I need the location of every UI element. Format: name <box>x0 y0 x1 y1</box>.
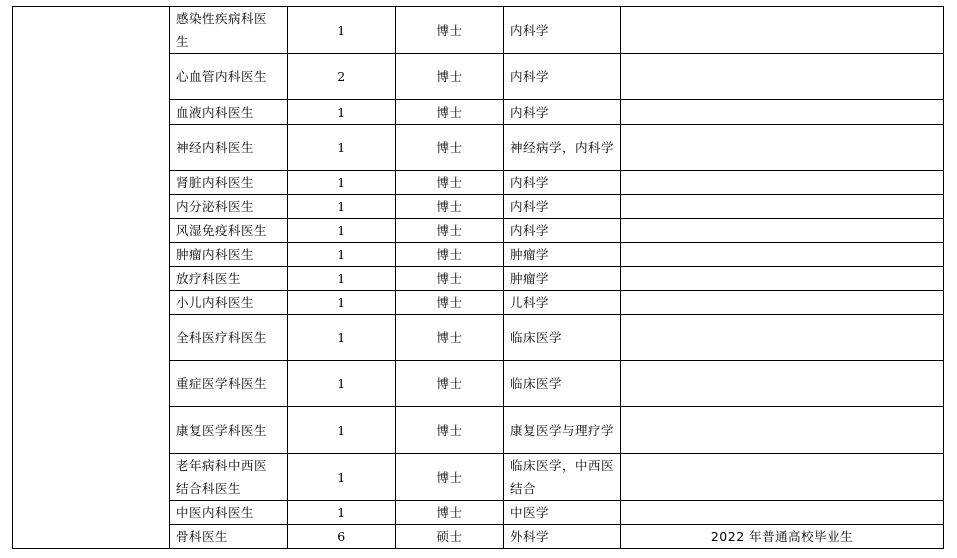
position-cell-text: 血液内科医生 <box>176 104 255 120</box>
major-cell <box>504 315 621 361</box>
other-requirements-cell <box>621 267 944 291</box>
major-cell <box>504 267 621 291</box>
count-cell <box>288 195 396 219</box>
degree-cell-text: 博士 <box>436 104 463 120</box>
major-cell <box>504 100 621 125</box>
major-cell-text: 肿瘤学 <box>510 247 550 262</box>
position-cell-text: 肾脏内科医生 <box>176 175 255 190</box>
count-cell <box>288 100 396 125</box>
position-cell <box>170 525 288 549</box>
position-cell-text: 全科医疗科医生 <box>176 330 268 345</box>
count-cell-text: 1 <box>337 223 346 238</box>
major-cell-text: 神经病学，内科学 <box>510 140 615 155</box>
count-cell <box>288 315 396 361</box>
count-cell <box>288 501 396 525</box>
count-cell-text: 1 <box>337 330 346 345</box>
count-cell-text: 1 <box>337 104 346 120</box>
degree-cell-text: 博士 <box>436 422 463 438</box>
major-cell-text: 内科学 <box>510 104 550 120</box>
position-cell-text: 心血管内科医生 <box>176 69 268 84</box>
major-cell-text: 肿瘤学 <box>510 271 550 286</box>
degree-cell <box>396 171 504 195</box>
position-cell <box>170 407 288 454</box>
other-requirements-cell <box>621 315 944 361</box>
major-cell <box>504 525 621 549</box>
major-cell <box>504 291 621 315</box>
degree-cell-text: 博士 <box>436 175 463 190</box>
major-cell <box>504 125 621 171</box>
position-cell <box>170 454 288 501</box>
position-cell-text: 内分泌科医生 <box>176 199 255 214</box>
degree-cell <box>396 125 504 171</box>
position-cell <box>170 100 288 125</box>
count-cell <box>288 267 396 291</box>
position-cell <box>170 267 288 291</box>
position-cell <box>170 171 288 195</box>
major-cell-text: 儿科学 <box>510 295 550 310</box>
position-cell-text: 重症医学科医生 <box>176 376 268 391</box>
degree-cell-text: 博士 <box>436 223 463 238</box>
other-requirements-cell <box>621 195 944 219</box>
major-cell-text: 外科学 <box>510 529 550 544</box>
degree-cell-text: 硕士 <box>436 529 463 544</box>
table-row <box>13 7 944 54</box>
degree-cell <box>396 7 504 54</box>
other-requirements-cell <box>621 7 944 54</box>
position-cell <box>170 125 288 171</box>
other-requirements-cell <box>621 243 944 267</box>
merged-category-cell <box>13 7 170 549</box>
degree-cell-text: 博士 <box>436 505 463 520</box>
count-cell-text: 1 <box>337 22 346 38</box>
major-cell <box>504 54 621 100</box>
other-requirements-cell <box>621 219 944 243</box>
degree-cell-text: 博士 <box>436 69 463 84</box>
count-cell-text: 1 <box>337 140 346 155</box>
count-cell-text: 1 <box>337 247 346 262</box>
position-cell <box>170 315 288 361</box>
major-cell-text: 康复医学与理疗学 <box>510 422 615 438</box>
other-requirements-cell <box>621 171 944 195</box>
position-cell-text: 风湿免疫科医生 <box>176 223 268 238</box>
degree-cell <box>396 100 504 125</box>
major-cell <box>504 219 621 243</box>
other-requirements-cell <box>621 361 944 407</box>
other-requirements-cell <box>621 125 944 171</box>
count-cell <box>288 54 396 100</box>
degree-cell <box>396 501 504 525</box>
count-cell-text: 1 <box>337 199 346 214</box>
major-cell-text: 内科学 <box>510 175 550 190</box>
position-cell <box>170 291 288 315</box>
count-cell-text: 1 <box>337 422 346 438</box>
major-cell <box>504 7 621 54</box>
degree-cell-text: 博士 <box>436 140 463 155</box>
major-cell-text: 内科学 <box>510 22 550 38</box>
degree-cell-text: 博士 <box>436 469 463 485</box>
other-requirements-cell-text: 2022 年普通高校毕业生 <box>710 529 854 544</box>
position-cell <box>170 7 288 54</box>
position-cell-text: 老年病科中西医结合科医生 <box>176 458 268 496</box>
degree-cell-text: 博士 <box>436 295 463 310</box>
degree-cell <box>396 54 504 100</box>
position-cell <box>170 219 288 243</box>
major-cell-text: 临床医学 <box>510 330 563 345</box>
major-cell <box>504 501 621 525</box>
count-cell <box>288 7 396 54</box>
position-cell <box>170 54 288 100</box>
other-requirements-cell <box>621 525 944 549</box>
count-cell-text: 1 <box>337 376 346 391</box>
major-cell <box>504 171 621 195</box>
major-cell <box>504 243 621 267</box>
count-cell-text: 2 <box>337 69 346 84</box>
other-requirements-cell <box>621 501 944 525</box>
position-cell <box>170 195 288 219</box>
degree-cell <box>396 525 504 549</box>
count-cell <box>288 361 396 407</box>
major-cell-text: 临床医学，中西医结合 <box>510 458 615 496</box>
major-cell-text: 临床医学 <box>510 376 563 391</box>
count-cell <box>288 454 396 501</box>
position-cell-text: 神经内科医生 <box>176 140 255 155</box>
major-cell-text: 内科学 <box>510 223 550 238</box>
other-requirements-cell <box>621 100 944 125</box>
count-cell-text: 1 <box>337 175 346 190</box>
count-cell <box>288 243 396 267</box>
degree-cell-text: 博士 <box>436 330 463 345</box>
position-cell-text: 肿瘤内科医生 <box>176 247 255 262</box>
count-cell <box>288 407 396 454</box>
position-cell <box>170 361 288 407</box>
degree-cell-text: 博士 <box>436 22 463 38</box>
degree-cell <box>396 315 504 361</box>
degree-cell-text: 博士 <box>436 376 463 391</box>
major-cell-text: 内科学 <box>510 69 550 84</box>
degree-cell <box>396 361 504 407</box>
position-cell <box>170 243 288 267</box>
major-cell-text: 中医学 <box>510 505 550 520</box>
major-cell <box>504 361 621 407</box>
major-cell <box>504 454 621 501</box>
major-cell-text: 内科学 <box>510 199 550 214</box>
degree-cell <box>396 195 504 219</box>
count-cell <box>288 219 396 243</box>
count-cell-text: 1 <box>337 505 346 520</box>
degree-cell-text: 博士 <box>436 271 463 286</box>
degree-cell-text: 博士 <box>436 199 463 214</box>
table-body <box>13 7 944 549</box>
other-requirements-cell <box>621 291 944 315</box>
other-requirements-cell <box>621 407 944 454</box>
degree-cell <box>396 219 504 243</box>
major-cell <box>504 195 621 219</box>
degree-cell <box>396 291 504 315</box>
degree-cell <box>396 243 504 267</box>
count-cell-text: 1 <box>337 469 346 485</box>
count-cell <box>288 171 396 195</box>
degree-cell <box>396 267 504 291</box>
count-cell <box>288 291 396 315</box>
other-requirements-cell <box>621 54 944 100</box>
position-cell-text: 康复医学科医生 <box>176 422 268 438</box>
degree-cell <box>396 407 504 454</box>
major-cell <box>504 407 621 454</box>
count-cell-text: 1 <box>337 295 346 310</box>
count-cell <box>288 525 396 549</box>
count-cell-text: 6 <box>337 529 346 544</box>
position-cell-text: 骨科医生 <box>176 529 229 544</box>
other-requirements-cell <box>621 454 944 501</box>
position-cell-text: 感染性疾病科医生 <box>176 11 268 49</box>
count-cell-text: 1 <box>337 271 346 286</box>
position-cell <box>170 501 288 525</box>
position-cell-text: 小儿内科医生 <box>176 295 255 310</box>
count-cell <box>288 125 396 171</box>
position-cell-text: 中医内科医生 <box>176 505 255 520</box>
degree-cell-text: 博士 <box>436 247 463 262</box>
degree-cell <box>396 454 504 501</box>
recruitment-table <box>12 6 944 549</box>
position-cell-text: 放疗科医生 <box>176 271 242 286</box>
